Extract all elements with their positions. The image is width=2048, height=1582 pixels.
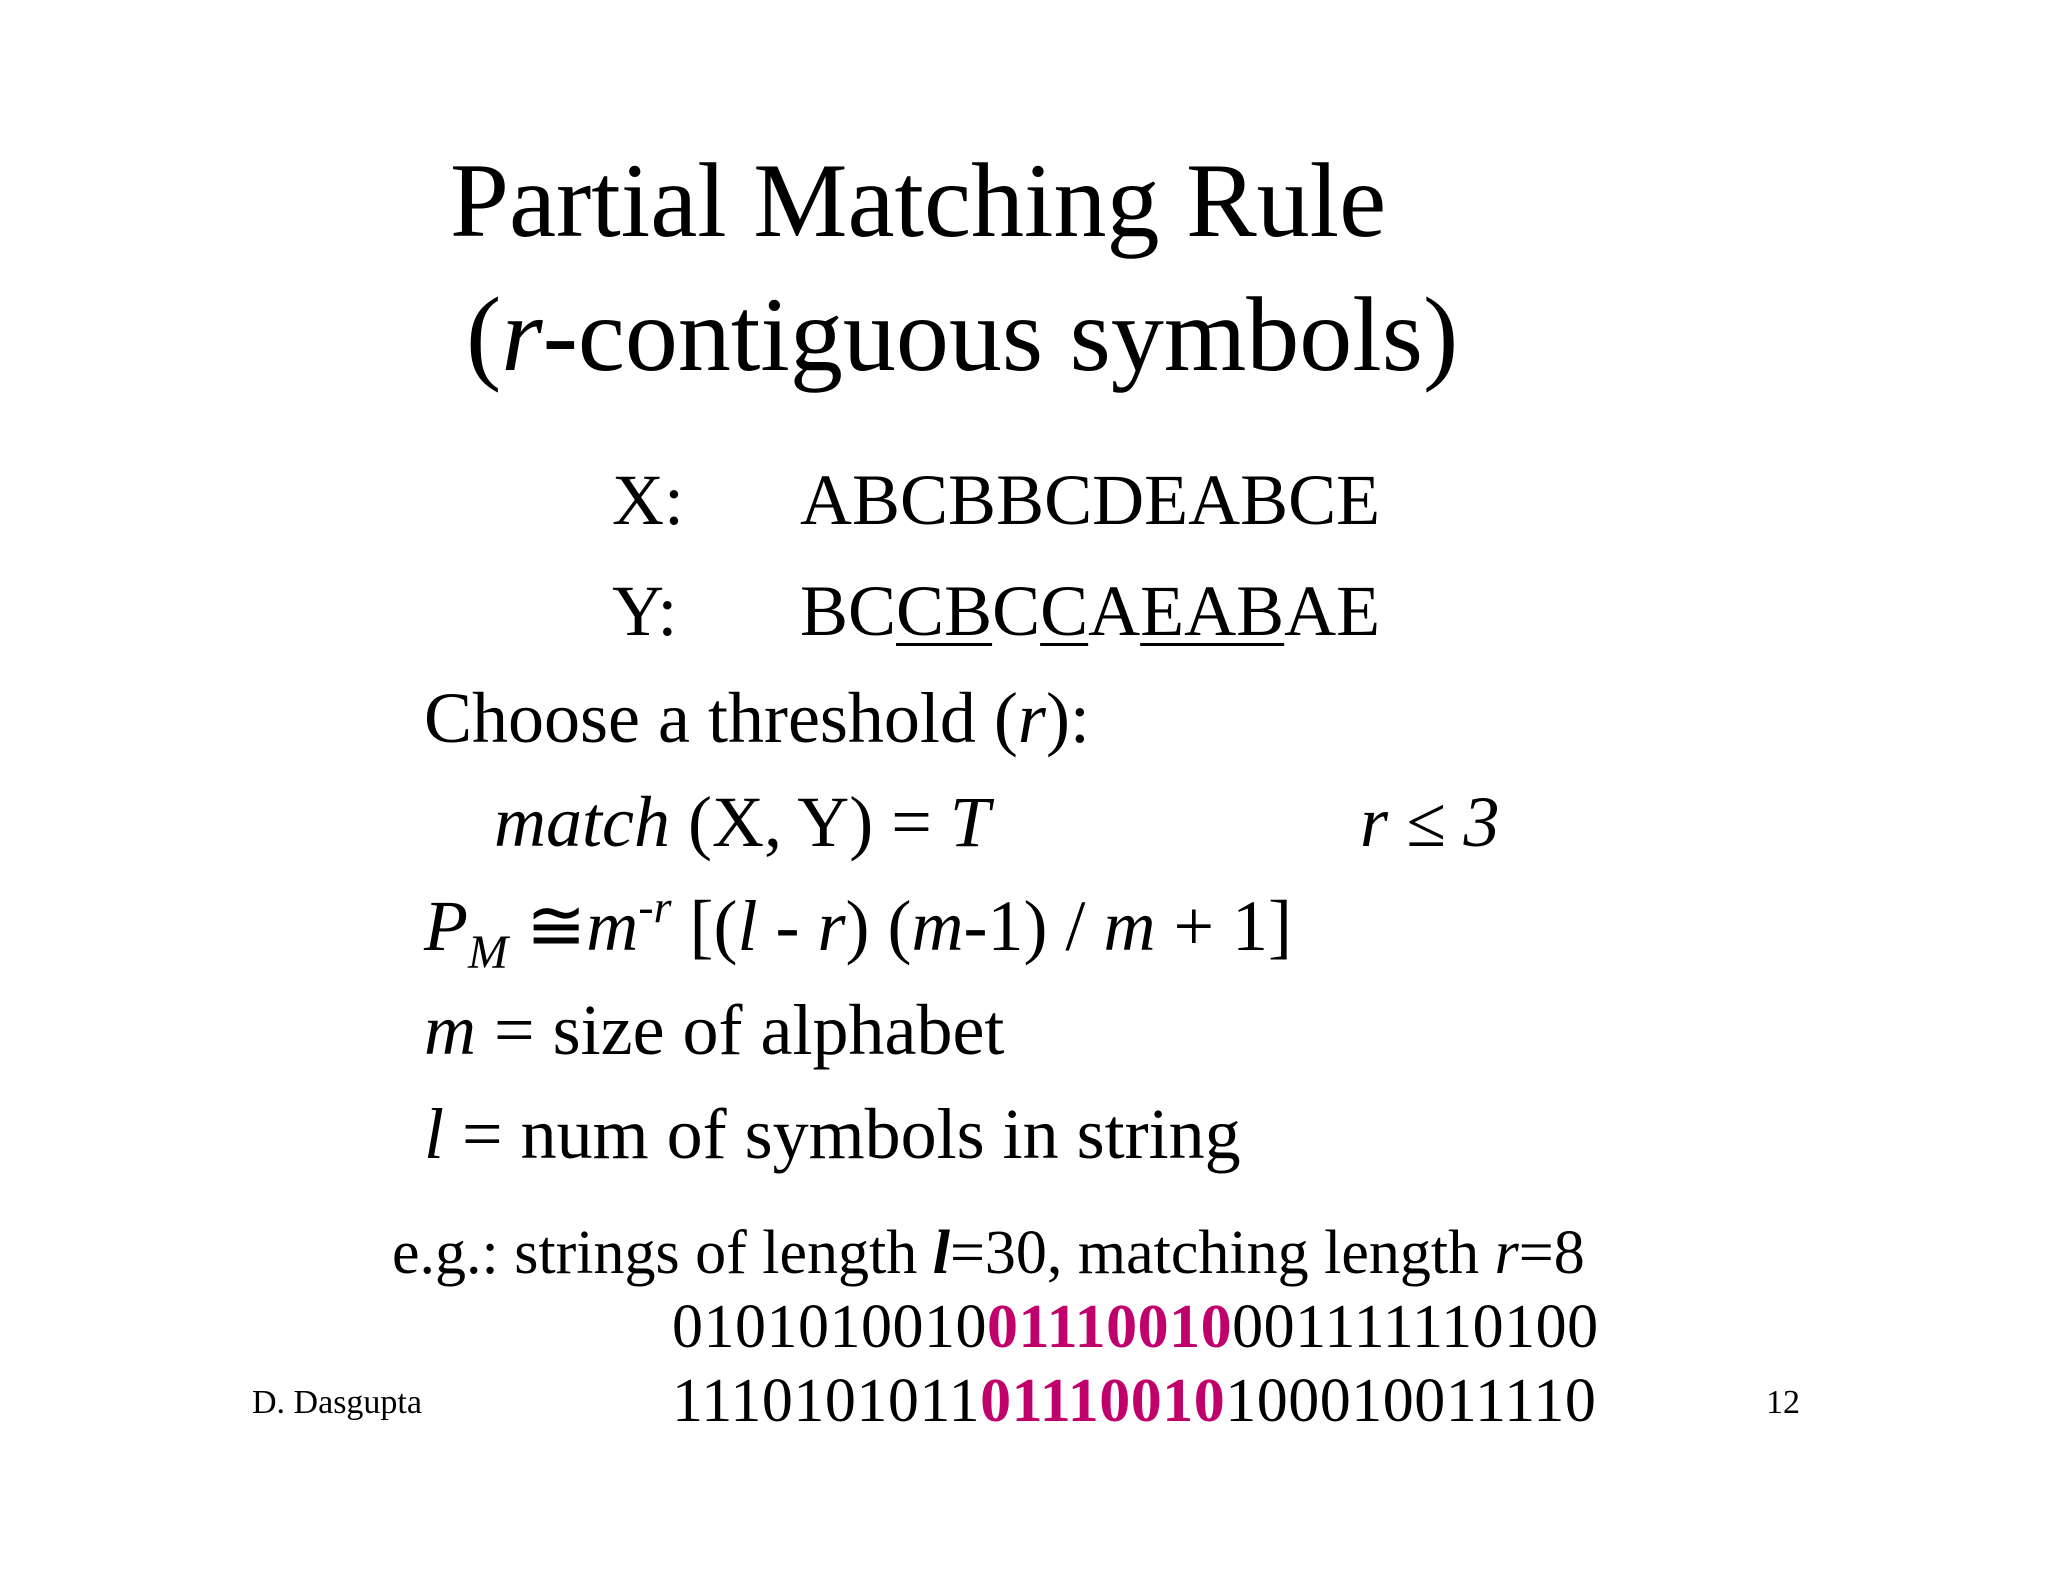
example-text-2: =30, matching length [949, 1219, 1495, 1287]
x-sequence: ABCBBCDEABCE [800, 460, 1381, 540]
definition-m-text: = size of alphabet [476, 990, 1005, 1070]
y-segment: A [1088, 571, 1141, 651]
y-segment: AE [1284, 571, 1381, 651]
page-number: 12 [1766, 1384, 1800, 1421]
example-line [392, 1219, 1585, 1287]
threshold-text: Choose a threshold ( [424, 678, 1018, 758]
example-text: e.g.: strings of length [392, 1219, 933, 1287]
string-2-match: 01110010 [980, 1367, 1226, 1435]
formula-m3: m [1103, 886, 1156, 966]
binary-string-2 [672, 1367, 1597, 1435]
formula-p: P [424, 886, 468, 966]
match-function: match [494, 782, 670, 862]
definition-l-text: = num of symbols in string [444, 1094, 1241, 1174]
binary-string-1 [672, 1293, 1599, 1361]
string-1-match: 01110010 [987, 1293, 1233, 1361]
probability-formula [424, 881, 1293, 979]
y-segment: C [992, 571, 1041, 651]
title-line-1: Partial Matching Rule [450, 142, 1387, 259]
definition-m [424, 990, 1005, 1070]
threshold-r: r [1017, 678, 1046, 758]
formula-exponent: -r [638, 881, 672, 932]
formula-m2: m [911, 886, 964, 966]
formula-l: l [737, 886, 758, 966]
formula-after-m2: -1) / [963, 886, 1104, 966]
example-text-3: =8 [1518, 1219, 1585, 1287]
definition-l [424, 1094, 1241, 1174]
example-l: l [932, 1219, 950, 1287]
definition-l-var: l [424, 1094, 445, 1174]
formula-approx: ≅ [507, 886, 587, 966]
match-line [494, 782, 990, 862]
footer-author: D. Dasgupta [252, 1384, 422, 1421]
definition-m-var: m [424, 990, 476, 1070]
threshold-text-end: ): [1045, 678, 1090, 758]
y-segment: BC [800, 571, 897, 651]
formula-end: + 1] [1155, 886, 1293, 966]
formula-mid: ) ( [845, 886, 912, 966]
match-args: (X, Y) = [669, 782, 950, 862]
subtitle-open-paren: ( [466, 276, 502, 393]
formula-open: [( [671, 886, 738, 966]
y-sequence [800, 571, 1381, 651]
x-label: X: [612, 460, 684, 540]
string-1-after: 001111110100 [1232, 1293, 1599, 1361]
formula-r: r [817, 886, 846, 966]
subtitle-r-variable: r [501, 276, 543, 393]
subtitle-rest: -contiguous symbols) [542, 276, 1459, 393]
y-segment-underlined: CB [896, 571, 993, 651]
y-segment-underlined: C [1040, 571, 1089, 651]
y-segment-underlined: EAB [1140, 571, 1285, 651]
formula-subscript: M [467, 926, 508, 979]
match-condition: r ≤ 3 [1360, 782, 1500, 862]
match-result: T [949, 782, 990, 862]
slide-subtitle [466, 276, 1459, 393]
formula-minus: - [757, 886, 818, 966]
string-2-before: 1110101011 [672, 1367, 981, 1435]
slide-title [450, 142, 1387, 259]
y-label: Y: [612, 571, 678, 651]
formula-m: m [586, 886, 639, 966]
example-r: r [1494, 1219, 1519, 1287]
threshold-line [424, 678, 1090, 758]
string-2-after: 100010011110 [1225, 1367, 1597, 1435]
string-1-before: 0101010010 [672, 1293, 987, 1361]
